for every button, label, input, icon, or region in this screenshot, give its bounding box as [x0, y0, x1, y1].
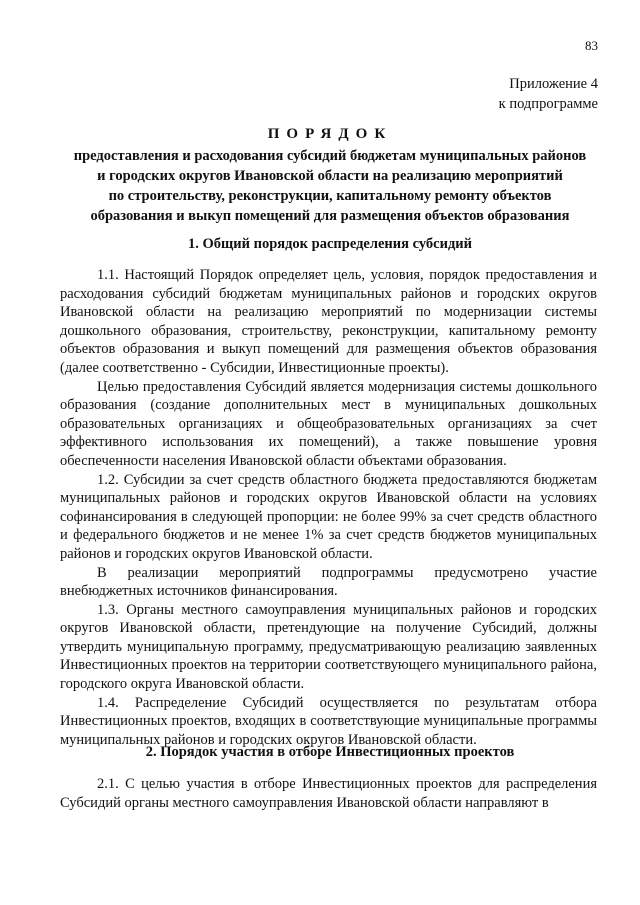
title-line-1: предоставления и расходования субсидий бюджетам муниципальных районов	[73, 148, 587, 164]
page-number: 83	[585, 38, 598, 53]
title-line-2: и городских округов Ивановской области на реализацию мероприятий	[97, 168, 563, 184]
section-1-body	[60, 266, 597, 749]
appendix-line-1: Приложение 4	[509, 76, 598, 92]
title-line-3: по строительству, реконструкции, капитальному ремонту объектов	[108, 188, 552, 204]
section-1-heading: 1. Общий порядок распределения субсидий	[187, 236, 472, 252]
title-main: ПОРЯДОК	[267, 126, 393, 142]
paragraph-1-4: 1.4. Распределение Субсидий осуществляется по результатам отбора Инвестиционных проектов, входящих в соответствующие муниципальные программы муниципальных районов и городских округов Ивановской области.	[60, 694, 597, 748]
paragraph-1-3: 1.3. Органы местного самоуправления муниципальных районов и городских округов Ивановской области, претендующие на получение Субсидий, должны утвердить муниципальную программу, предусматривающую реализацию заявленных Инвестиционных проектов на территории соответствующего муниципального района, городского округа Ивановской области.	[60, 601, 597, 693]
title-line-4: образования и выкуп помещений для размещения объектов образования	[90, 208, 570, 224]
section-2-heading: 2. Порядок участия в отборе Инвестиционных проектов	[145, 744, 515, 760]
paragraph-1-1-goal: Целью предоставления Субсидий является модернизация системы дошкольного образования (создание дополнительных мест в муниципальных дошкольных образовательных организациях и общеобразовательных организациях за счет эффективного использования их помещений), а также повышение уровня обеспеченности населения Ивановской области объектами образования.	[60, 378, 597, 469]
appendix-line-2: к подпрограмме	[498, 96, 598, 112]
section-2-body	[60, 775, 597, 812]
appendix-note	[499, 74, 598, 114]
paragraph-1-2: 1.2. Субсидии за счет средств областного бюджета предоставляются бюджетам муниципальных районов и городских округов Ивановской области на условиях софинансирования в следующей пропорции: не более 99% за счет средств областного и федерального бюджетов и не менее 1% за счет средств бюджетов муниципальных районов и городских округов Ивановской области.	[60, 471, 597, 562]
paragraph-1-2-extra: В реализации мероприятий подпрограммы предусмотрено участие внебюджетных источников финансирования.	[60, 564, 597, 600]
document-title	[56, 124, 604, 226]
paragraph-2-1: 2.1. С целью участия в отборе Инвестиционных проектов для распределения Субсидий органы местного самоуправления Ивановской области направляют в	[60, 776, 597, 811]
paragraph-1-1: 1.1. Настоящий Порядок определяет цель, условия, порядок предоставления и расходования субсидий бюджетам муниципальных районов и городских округов Ивановской области на реализацию мероприятий по модернизации системы дошкольного образования, строительству, реконструкции, капитальному ремонту объектов образования и выкуп помещений для размещения объектов образования (далее соответственно - Субсидии, Инвестиционные проекты).	[60, 267, 597, 376]
